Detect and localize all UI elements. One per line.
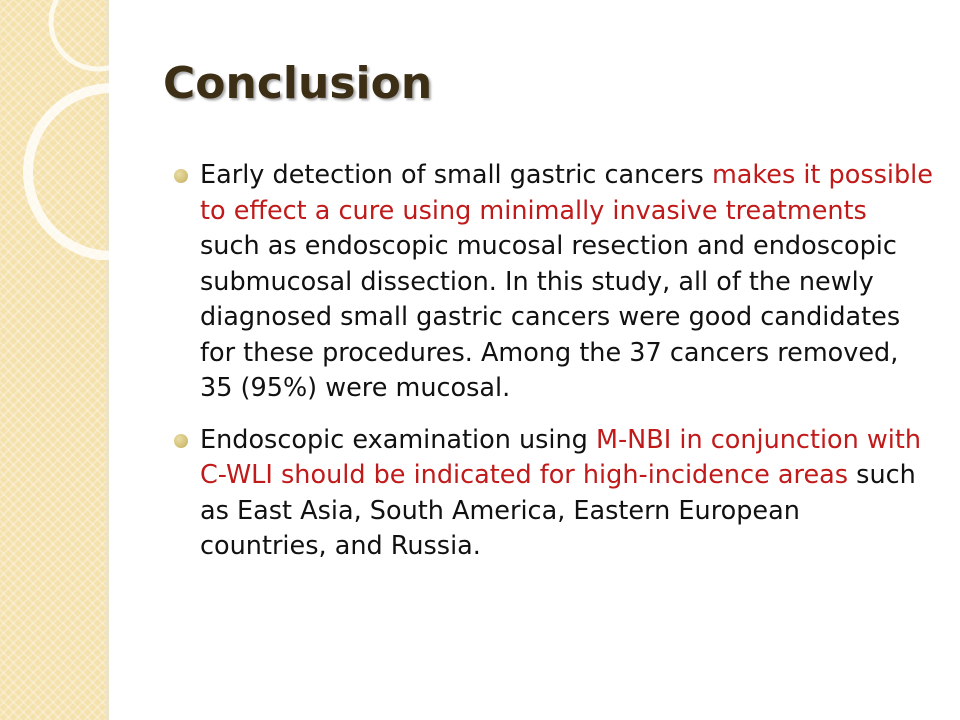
decorative-rings [0,0,160,260]
bullet-text-segment: such as East Asia, South America, Eastern European countries, and Russia. [200,460,916,561]
bullet-item-endoscopic-examination [174,423,934,565]
slide-title: Conclusion [163,58,433,109]
bullet-text-segment: Endoscopic examination using [200,424,596,455]
decor-ring-top [51,0,145,69]
bullet-item-early-detection [174,158,934,407]
bullet-dot-icon [174,434,188,448]
bullet-text-highlight: makes it possible to effect a cure using minimally invasive treatments [200,160,933,226]
bullet-dot-icon [174,169,188,183]
bullet-list [174,158,934,581]
bullet-text-segment: such as endoscopic mucosal resection and endoscopic submucosal dissection. In this study, all of the newly diagnosed small gastric cancers were good candidates for these procedures. Among the 37 cancers removed, 35 (95%) were mucosal. [200,231,901,403]
decor-ring-large [28,88,160,256]
bullet-text-segment: Early detection of small gastric cancers [200,160,712,190]
bullet-text-highlight: M-NBI in conjunction with C-WLI should be indicated for high-incidence areas [200,424,921,490]
